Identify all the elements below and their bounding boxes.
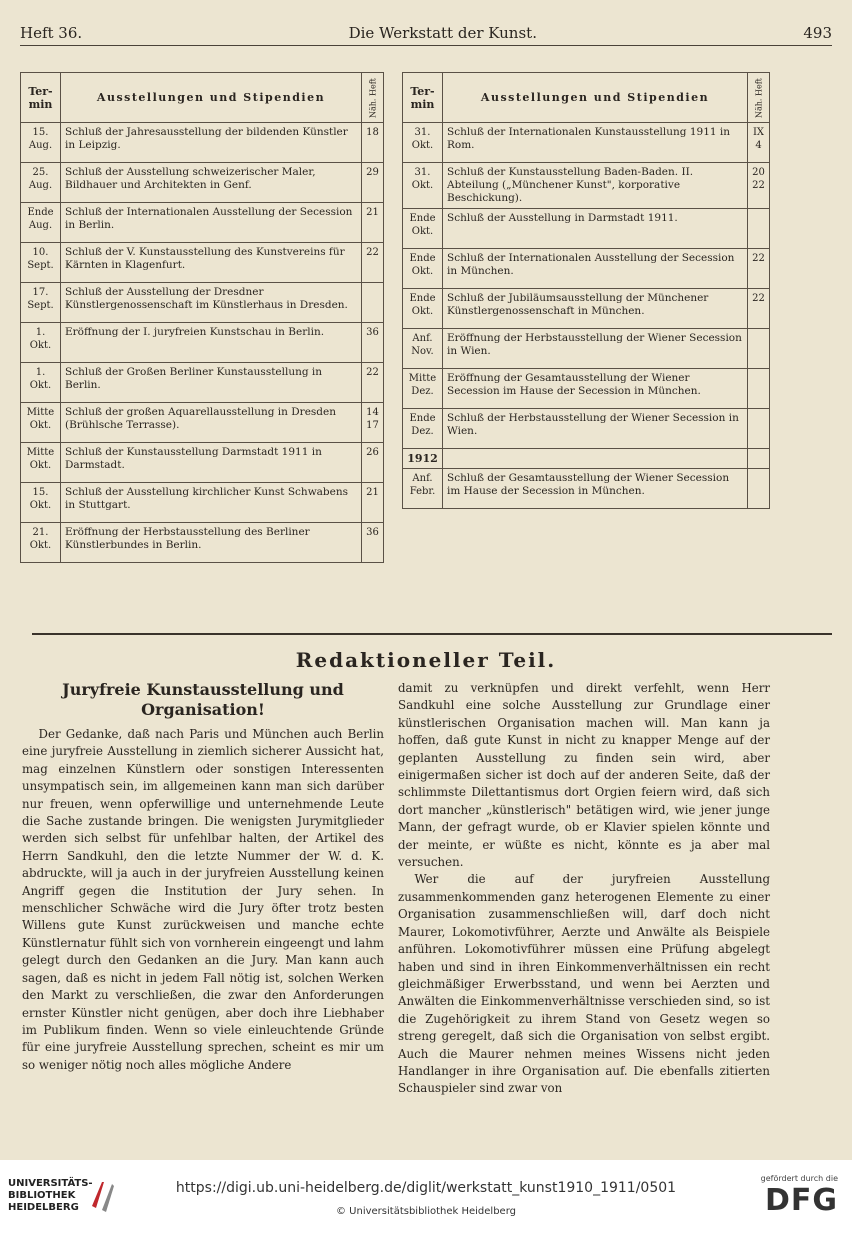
row-date: 1. Okt. xyxy=(21,363,61,403)
col-header-event: Ausstellungen und Stipendien xyxy=(443,73,748,123)
table-row xyxy=(21,403,384,443)
row-text: Schluß der Kunstausstellung Darmstadt 1911 in Darmstadt. xyxy=(61,443,362,483)
row-text: Eröffnung der Gesamtausstellung der Wiener Secession im Hause der Secession in München. xyxy=(443,369,748,409)
table-row xyxy=(21,203,384,243)
table-row xyxy=(403,163,770,209)
row-issue xyxy=(748,409,770,449)
col-header-event: Ausstellungen und Stipendien xyxy=(61,73,362,123)
row-issue: IX 4 xyxy=(748,123,770,163)
row-date: 17. Sept. xyxy=(21,283,61,323)
row-issue: 18 xyxy=(362,123,384,163)
table-row xyxy=(21,123,384,163)
table-row xyxy=(21,443,384,483)
row-text: Schluß der Ausstellung der Dresdner Künstlergenossenschaft im Künstlerhaus in Dresden. xyxy=(61,283,362,323)
row-text: Schluß der Internationalen Kunstausstellung 1911 in Rom. xyxy=(443,123,748,163)
row-text: Schluß der Jahresausstellung der bildenden Künstler in Leipzig. xyxy=(61,123,362,163)
row-date: Ende Okt. xyxy=(403,289,443,329)
row-issue: 22 xyxy=(362,243,384,283)
col-header-date: Ter-min xyxy=(21,73,61,123)
row-issue: 36 xyxy=(362,323,384,363)
row-text: Schluß der Internationalen Ausstellung der Secession in Berlin. xyxy=(61,203,362,243)
row-text: Schluß der Ausstellung kirchlicher Kunst Schwabens in Stuttgart. xyxy=(61,483,362,523)
row-issue: 26 xyxy=(362,443,384,483)
table-row xyxy=(403,469,770,509)
row-issue: 22 xyxy=(748,249,770,289)
row-date: 10. Sept. xyxy=(21,243,61,283)
article-paragraph: Der Gedanke, daß nach Paris und München auch Berlin eine juryfreie Ausstellung in ziemlich sicherer Aussicht hat, mag einzelnen Künstlern oder sonstigen Interessenten unsympatisch sein, im allgemeinen kann man sich darüber nur freuen, wenn opferwillige und unternehmende Leute die Sache zustande bringen. Die wenigsten Jurymitglieder werden sich selbst für unfehlbar halten, der Artikel des Herrn Sandkuhl, den die letzte Nummer der W. d. K. abdruckte, will ja auch in der juryfreien Ausstellung keinen Angriff gegen die Institution der Jury sehen. In menschlicher Schwäche wird die Jury öfter trotz besten Willens gute Kunst zurückweisen und manche echte Künstlernatur fühlt sich von vornherein eingeengt und lahm gelegt durch den Gedanken an die Jury. Man kann auch sagen, daß es nicht in jedem Fall nötig ist, solchen Werken den Markt zu verschließen, die zwar den Anforderungen ernster Künstler nicht genügen, aber doch ihre Liebhaber im Publikum finden. Wenn so viele einleuchtende Gründe für eine juryfreie Ausstellung sprechen, scheint es mir um so weniger nötig noch alles mögliche Andere xyxy=(22,727,384,1072)
row-text: Schluß der Großen Berliner Kunstausstellung in Berlin. xyxy=(61,363,362,403)
section-divider xyxy=(32,633,832,635)
logo-line: BIBLIOTHEK xyxy=(8,1190,76,1201)
row-date: Ende Aug. xyxy=(21,203,61,243)
row-issue xyxy=(362,283,384,323)
table-row xyxy=(403,249,770,289)
funded-label: gefördert durch die xyxy=(760,1174,838,1183)
row-text: Schluß der großen Aquarellausstellung in Dresden (Brühlsche Terrasse). xyxy=(61,403,362,443)
row-issue xyxy=(748,209,770,249)
journal-title: Die Werkstatt der Kunst. xyxy=(348,24,537,42)
row-issue: 21 xyxy=(362,203,384,243)
year-row xyxy=(403,449,770,469)
row-text: Eröffnung der I. juryfreien Kunstschau in Berlin. xyxy=(61,323,362,363)
row-date: 31. Okt. xyxy=(403,163,443,209)
table-row xyxy=(21,483,384,523)
row-date: 1. Okt. xyxy=(21,323,61,363)
row-date: 31. Okt. xyxy=(403,123,443,163)
article-column-left xyxy=(22,680,384,1074)
logo-line: UNIVERSITÄTS- xyxy=(8,1178,93,1189)
row-issue: 36 xyxy=(362,523,384,563)
row-text: Eröffnung der Herbstausstellung des Berliner Künstlerbundes in Berlin. xyxy=(61,523,362,563)
table-row xyxy=(21,243,384,283)
dfg-wordmark: DFG xyxy=(764,1183,838,1218)
row-date: Anf. Febr. xyxy=(403,469,443,509)
table-row xyxy=(403,123,770,163)
row-date: Anf. Nov. xyxy=(403,329,443,369)
row-date: Mitte Okt. xyxy=(21,403,61,443)
row-issue: 14 17 xyxy=(362,403,384,443)
row-text: Schluß der Ausstellung in Darmstadt 1911. xyxy=(443,209,748,249)
table-row xyxy=(403,329,770,369)
row-date: Mitte Dez. xyxy=(403,369,443,409)
page-number: 493 xyxy=(803,24,832,42)
table-row xyxy=(403,289,770,329)
article-paragraph: damit zu verknüpfen und direkt verfehlt, wenn Herr Sandkuhl eine solche Ausstellung zur Grundlage einer künstlerischen Organisation machen will. Man kann ja hoffen, daß gute Kunst in nicht zu knapper Menge auf der geplanten Ausstellung zu finden sein wird, aber einigermaßen sicher ist doch auf der anderen Seite, daß der schlimmste Dilettantismus dort Orgien feiern wird, daß sich dort mancher „künstlerisch" betätigen wird, wie jener junge Mann, der gefragt wurde, ob er Klavier spielen könnte und der meinte, er wüßte es nicht, könnte es ja aber mal versuchen. xyxy=(398,681,770,870)
row-text: Schluß der Herbstausstellung der Wiener Secession in Wien. xyxy=(443,409,748,449)
section-title: Redaktioneller Teil. xyxy=(295,648,557,672)
row-text: Schluß der Ausstellung schweizerischer Maler, Bildhauer und Architekten in Genf. xyxy=(61,163,362,203)
row-text: Schluß der Internationalen Ausstellung der Secession in München. xyxy=(443,249,748,289)
row-issue: 21 xyxy=(362,483,384,523)
exhibition-table-right xyxy=(402,72,770,509)
col-header-date: Ter-min xyxy=(403,73,443,123)
row-date: 15. Aug. xyxy=(21,123,61,163)
footer-bar xyxy=(0,1160,852,1233)
table-row xyxy=(21,523,384,563)
col-header-issue: Näh. Heft xyxy=(362,73,384,123)
table-row xyxy=(21,283,384,323)
row-text: Schluß der Jubiläumsausstellung der Münchener Künstlergenossenschaft in München. xyxy=(443,289,748,329)
row-date: 25. Aug. xyxy=(21,163,61,203)
row-date: 15. Okt. xyxy=(21,483,61,523)
row-text: Schluß der V. Kunstausstellung des Kunstvereins für Kärnten in Klagenfurt. xyxy=(61,243,362,283)
row-date: Ende Okt. xyxy=(403,249,443,289)
row-issue xyxy=(748,329,770,369)
row-date: Mitte Okt. xyxy=(21,443,61,483)
row-date: Ende Dez. xyxy=(403,409,443,449)
row-issue: 22 xyxy=(362,363,384,403)
row-text: Schluß der Gesamtausstellung der Wiener Secession im Hause der Secession in München. xyxy=(443,469,748,509)
row-issue: 22 xyxy=(748,289,770,329)
article-column-right xyxy=(398,680,770,1098)
issue-label: Heft 36. xyxy=(20,24,83,42)
permalink-url[interactable]: https://digi.ub.uni-heidelberg.de/diglit/werkstatt_kunst1910_1911/0501 xyxy=(175,1180,677,1196)
year-label: 1912 xyxy=(403,449,443,469)
row-date: 21. Okt. xyxy=(21,523,61,563)
table-row xyxy=(403,409,770,449)
table-row xyxy=(21,163,384,203)
empty-cell xyxy=(443,449,748,469)
row-issue xyxy=(748,469,770,509)
copyright-text: © Universitätsbibliothek Heidelberg xyxy=(335,1206,516,1217)
dfg-logo[interactable] xyxy=(761,1174,838,1218)
table-row xyxy=(21,363,384,403)
table-row xyxy=(21,323,384,363)
row-issue: 20 22 xyxy=(748,163,770,209)
empty-cell xyxy=(748,449,770,469)
running-header xyxy=(20,24,832,46)
exhibition-table-left xyxy=(20,72,384,563)
row-text: Eröffnung der Herbstausstellung der Wiener Secession in Wien. xyxy=(443,329,748,369)
row-date: Ende Okt. xyxy=(403,209,443,249)
row-issue: 29 xyxy=(362,163,384,203)
article-paragraph: Wer die auf der juryfreien Ausstellung zusammenkommenden ganz heterogenen Elemente zu einer Organisation zusammenschließen will, darf doch nicht Maurer, Lokomotivführer, Aerzte und Anwälte als Beispiele anführen. Lokomotivführer müssen eine Prüfung abgelegt haben und sind in ihren Einkommenverhältnissen ein recht gleichmäßiger Erwerbsstand, und wenn bei Aerzten und Anwälten die Einkommenverhältnisse verschieden sind, so ist die Zugehörigkeit zu ihrem Stand von Gesetz wegen so streng geregelt, daß sich die Organisation von selbst ergibt. Auch die Maurer nehmen meines Wissens nicht jeden Handlanger in ihre Organisation auf. Die ebenfalls zitierten Schauspieler sind zwar von xyxy=(398,872,770,1096)
table-row xyxy=(403,209,770,249)
col-header-issue: Näh. Heft xyxy=(748,73,770,123)
table-row xyxy=(403,369,770,409)
row-text: Schluß der Kunstausstellung Baden-Baden. II. Abteilung („Münchener Kunst", korporative Beschickung). xyxy=(443,163,748,209)
logo-line: HEIDELBERG xyxy=(8,1202,79,1213)
row-issue xyxy=(748,369,770,409)
article-title: Juryfreie Kunstausstellung und Organisation! xyxy=(62,680,344,719)
